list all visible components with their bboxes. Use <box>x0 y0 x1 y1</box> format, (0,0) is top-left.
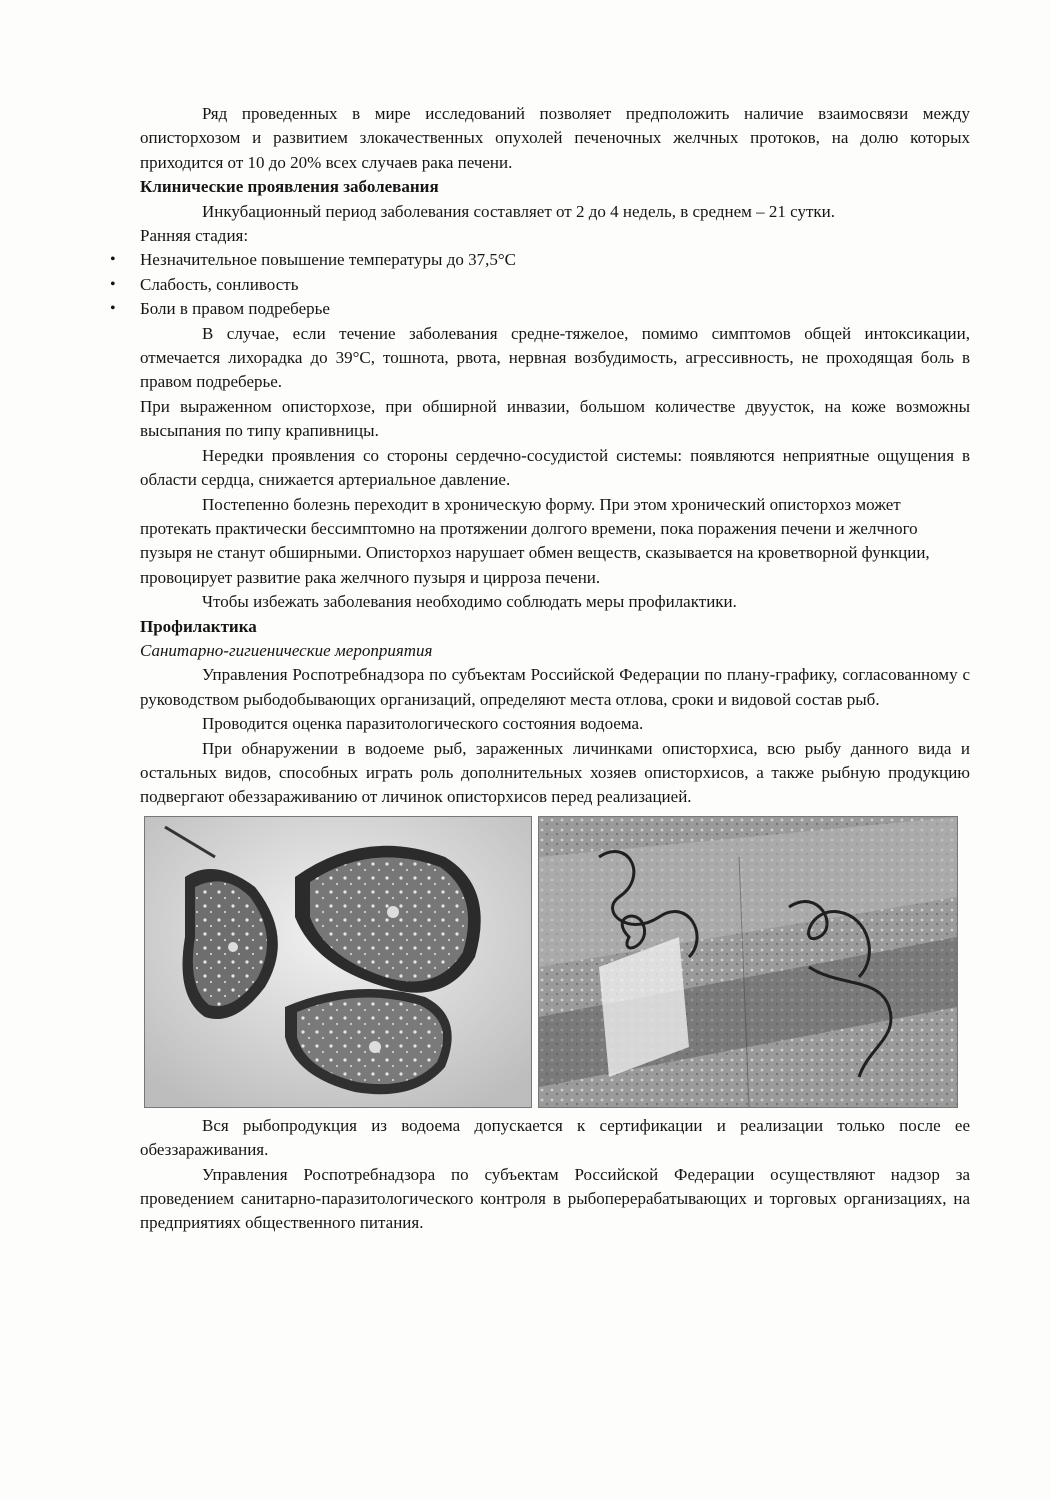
paragraph-chronic: Постепенно болезнь переходит в хроническую форму. При этом хронический описторхоз может протекать практически бессимптомно на протяжении долгого времени, пока поражения печени и желчного пузыря не станут обширными. Описторхоз нарушает обмен веществ, сказывается на кроветворной функции, провоцирует развитие рака желчного пузыря и цирроза печени. <box>140 494 930 587</box>
parasite-larvae-icon <box>539 817 957 1107</box>
list-item: • Незначительное повышение температуры до 37,5°С <box>140 248 970 272</box>
paragraph-heart: Нередки проявления со стороны сердечно-сосудистой системы: появляются неприятные ощущения в области сердца, снижается артериальное давление. <box>140 445 970 490</box>
paragraph-assessment: Проводится оценка паразитологического состояния водоема. <box>202 714 644 734</box>
paragraph-all-fish: Вся рыбопродукция из водоема допускается к сертификации и реализации только после ее обеззараживания. <box>140 1115 970 1160</box>
heading-sanitary: Санитарно-гигиенические мероприятия <box>140 640 433 660</box>
document-page <box>140 102 970 1236</box>
paragraph-rospotreb-plan: Управления Роспотребнадзора по субъектам Российской Федерации по плану-графику, согласованному с руководством рыбодобывающих организаций, определяют места отлова, сроки и видовой состав рыб. <box>140 665 970 709</box>
paragraph-detection: При обнаружении в водоеме рыб, зараженных личинками описторхиса, всю рыбу данного вида и остальных видов, способных играть роль дополнительных хозяев описторхисов, а также рыбную продукцию подвергают обеззараживанию от личинок описторхисов перед реализацией. <box>140 738 970 807</box>
heading-early-stage: Ранняя стадия: <box>140 226 249 246</box>
paragraph-rospotreb-supervision: Управления Роспотребнадзора по субъектам Российской Федерации осуществляют надзор за проведением санитарно-паразитологического контроля в рыбоперерабатывающих и торговых организациях, на предприятиях общественного питания. <box>140 1164 970 1233</box>
figures-row <box>144 816 970 1108</box>
paragraph-incubation: Инкубационный период заболевания составляет от 2 до 4 недель, в среднем – 21 сутки. <box>202 201 836 221</box>
fish-cut-photo <box>144 816 532 1108</box>
heading-prevention: Профилактика <box>140 616 257 636</box>
list-item: • Боли в правом подреберье <box>140 297 970 321</box>
parasite-larvae-photo <box>538 816 958 1108</box>
fish-cut-icon <box>145 817 531 1107</box>
paragraph-moderate: В случае, если течение заболевания средне-тяжелое, помимо симптомов общей интоксикации, отмечается лихорадка до 39°С, тошнота, рвота, нервная возбудимость, агрессивность, не проходящая боль в правом подреберье. <box>140 323 970 392</box>
list-item: • Слабость, сонливость <box>140 273 970 297</box>
paragraph-research: Ряд проведенных в мире исследований позволяет предположить наличие взаимосвязи между описторхозом и развитием злокачественных опухолей печеночных желчных протоков, на долю которых приходится от 10 до 20% всех случаев рака печени. <box>140 104 970 172</box>
heading-clinical: Клинические проявления заболевания <box>140 177 439 197</box>
early-symptoms-list <box>140 248 970 321</box>
paragraph-prevent-intro: Чтобы избежать заболевания необходимо соблюдать меры профилактики. <box>202 592 737 612</box>
paragraph-severe: При выраженном описторхозе, при обширной инвазии, большом количестве двуусток, на коже возможны высыпания по типу крапивницы. <box>140 396 970 441</box>
